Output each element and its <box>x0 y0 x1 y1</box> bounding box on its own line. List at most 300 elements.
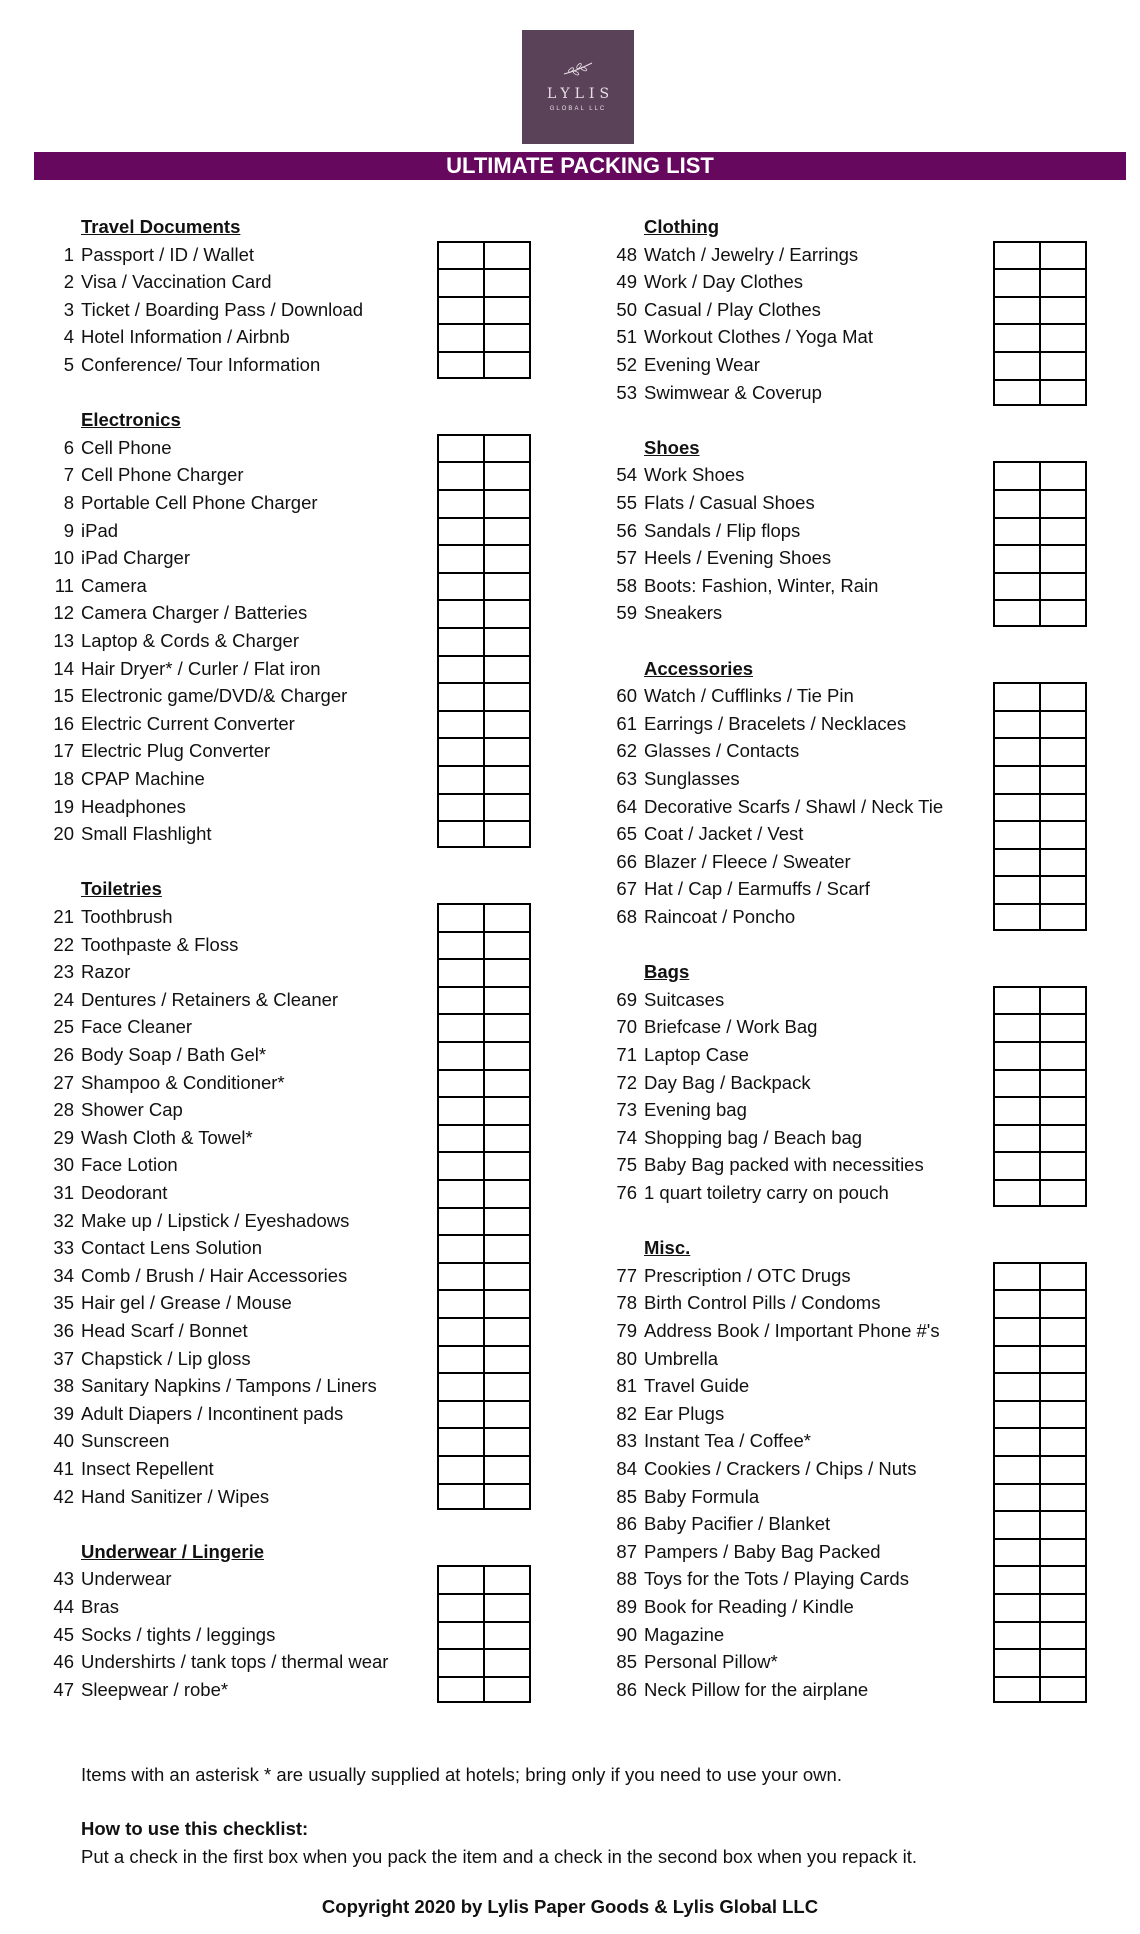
checkbox-pair <box>437 296 531 324</box>
item-number: 45 <box>53 1623 74 1645</box>
checkbox-pair <box>437 1372 531 1400</box>
pack-checkbox[interactable] <box>995 1374 1039 1400</box>
repack-checkbox[interactable] <box>1039 1043 1085 1069</box>
repack-checkbox[interactable] <box>1039 1319 1085 1345</box>
pack-checkbox[interactable] <box>995 1098 1039 1124</box>
repack-checkbox[interactable] <box>1039 1678 1085 1702</box>
repack-checkbox[interactable] <box>483 1043 529 1069</box>
repack-checkbox[interactable] <box>1039 1402 1085 1428</box>
repack-checkbox[interactable] <box>483 684 529 710</box>
checklist-item <box>607 986 724 1014</box>
repack-checkbox[interactable] <box>483 1429 529 1455</box>
pack-checkbox[interactable] <box>439 463 483 489</box>
checklist-item <box>44 1096 183 1124</box>
item-number: 88 <box>616 1568 637 1590</box>
checkbox-pair <box>437 1041 531 1069</box>
checkbox-pair <box>437 323 531 351</box>
pack-checkbox[interactable] <box>439 767 483 793</box>
repack-checkbox[interactable] <box>483 657 529 683</box>
pack-checkbox[interactable] <box>439 1650 483 1676</box>
item-label: Instant Tea / Coffee* <box>644 1430 811 1452</box>
repack-checkbox[interactable] <box>1039 877 1085 903</box>
repack-checkbox[interactable] <box>1039 905 1085 929</box>
pack-checkbox[interactable] <box>439 960 483 986</box>
item-number: 87 <box>616 1540 637 1562</box>
pack-checkbox[interactable] <box>995 298 1039 324</box>
pack-checkbox[interactable] <box>439 1236 483 1262</box>
item-label: Razor <box>81 961 131 983</box>
item-label: Bras <box>81 1596 120 1617</box>
repack-checkbox[interactable] <box>483 243 529 269</box>
pack-checkbox[interactable] <box>995 905 1039 929</box>
checkbox-pair <box>437 1151 531 1179</box>
item-label: Contact Lens Solution <box>81 1237 263 1259</box>
repack-checkbox[interactable] <box>1039 1457 1085 1483</box>
repack-checkbox[interactable] <box>483 1015 529 1041</box>
pack-checkbox[interactable] <box>439 1015 483 1041</box>
pack-checkbox[interactable] <box>995 1650 1039 1676</box>
checklist-item <box>44 296 363 324</box>
repack-checkbox[interactable] <box>1039 1181 1085 1205</box>
repack-checkbox[interactable] <box>1039 822 1085 848</box>
howto-text: Put a check in the first box when you pack the item and a check in the second box when you repack it. <box>81 1846 918 1867</box>
checkbox-pair <box>993 1069 1087 1097</box>
repack-checkbox[interactable] <box>1039 1540 1085 1566</box>
checkbox-pair <box>993 1345 1087 1373</box>
pack-checkbox[interactable] <box>439 1623 483 1649</box>
repack-checkbox[interactable] <box>483 298 529 324</box>
repack-checkbox[interactable] <box>483 1181 529 1207</box>
item-number: 11 <box>54 574 74 596</box>
repack-checkbox[interactable] <box>1039 1291 1085 1317</box>
checkbox-pair <box>437 1593 531 1621</box>
pack-checkbox[interactable] <box>439 1291 483 1317</box>
pack-checkbox[interactable] <box>439 905 483 931</box>
checklist-item <box>44 793 186 821</box>
checklist-item <box>607 793 943 821</box>
checklist-item <box>607 875 870 903</box>
checkbox-pair <box>993 1676 1087 1704</box>
repack-checkbox[interactable] <box>483 795 529 821</box>
item-label: Comb / Brush / Hair Accessories <box>81 1264 348 1286</box>
checklist-item <box>607 296 821 324</box>
repack-checkbox[interactable] <box>483 1347 529 1373</box>
repack-checkbox[interactable] <box>483 1485 529 1509</box>
item-label: Magazine <box>644 1623 725 1645</box>
repack-checkbox[interactable] <box>1039 767 1085 793</box>
checklist-item <box>44 765 205 793</box>
item-number: 50 <box>616 298 637 320</box>
item-number: 52 <box>616 354 637 375</box>
pack-checkbox[interactable] <box>995 1181 1039 1205</box>
pack-checkbox[interactable] <box>439 491 483 517</box>
repack-checkbox[interactable] <box>483 325 529 351</box>
logo-subtitle: GLOBAL LLC <box>549 106 607 112</box>
checklist-item <box>44 1565 172 1593</box>
repack-checkbox[interactable] <box>1039 574 1085 600</box>
repack-checkbox[interactable] <box>483 1319 529 1345</box>
repack-checkbox[interactable] <box>483 1402 529 1428</box>
checkbox-pair <box>993 1317 1087 1345</box>
pack-checkbox[interactable] <box>995 1264 1039 1290</box>
pack-checkbox[interactable] <box>439 1209 483 1235</box>
pack-checkbox[interactable] <box>439 795 483 821</box>
repack-checkbox[interactable] <box>483 1457 529 1483</box>
pack-checkbox[interactable] <box>995 1015 1039 1041</box>
repack-checkbox[interactable] <box>483 767 529 793</box>
item-label: Laptop Case <box>644 1044 749 1065</box>
item-number: 61 <box>616 712 637 734</box>
pack-checkbox[interactable] <box>439 1153 483 1179</box>
pack-checkbox[interactable] <box>439 353 483 377</box>
pack-checkbox[interactable] <box>439 1319 483 1345</box>
repack-checkbox[interactable] <box>483 1209 529 1235</box>
repack-checkbox[interactable] <box>483 463 529 489</box>
checkbox-pair <box>993 848 1087 876</box>
item-number: 49 <box>616 271 637 293</box>
item-number: 40 <box>53 1430 74 1452</box>
checklist-item <box>44 461 243 489</box>
leaf-icon <box>562 60 594 80</box>
pack-checkbox[interactable] <box>995 1678 1039 1702</box>
pack-checkbox[interactable] <box>439 933 483 959</box>
checklist-item <box>44 737 270 765</box>
repack-checkbox[interactable] <box>483 905 529 931</box>
checkbox-pair <box>993 351 1087 379</box>
checklist-item <box>607 1317 940 1345</box>
repack-checkbox[interactable] <box>1039 353 1085 379</box>
checklist-item <box>44 1455 214 1483</box>
repack-checkbox[interactable] <box>483 491 529 517</box>
item-number: 48 <box>616 243 637 265</box>
item-number: 19 <box>53 795 74 817</box>
repack-checkbox[interactable] <box>483 519 529 545</box>
pack-checkbox[interactable] <box>995 1347 1039 1373</box>
pack-checkbox[interactable] <box>995 1429 1039 1455</box>
checklist-item <box>44 1289 292 1317</box>
section-heading: Underwear / Lingerie <box>81 1540 264 1562</box>
checkbox-pair <box>993 710 1087 738</box>
pack-checkbox[interactable] <box>439 629 483 655</box>
repack-checkbox[interactable] <box>1039 1429 1085 1455</box>
pack-checkbox[interactable] <box>439 739 483 765</box>
pack-checkbox[interactable] <box>439 1264 483 1290</box>
item-number: 44 <box>53 1596 74 1617</box>
repack-checkbox[interactable] <box>1039 712 1085 738</box>
repack-checkbox[interactable] <box>1039 1374 1085 1400</box>
repack-checkbox[interactable] <box>483 601 529 627</box>
pack-checkbox[interactable] <box>995 546 1039 572</box>
checkbox-pair <box>437 1207 531 1235</box>
repack-checkbox[interactable] <box>483 1567 529 1593</box>
pack-checkbox[interactable] <box>439 325 483 351</box>
repack-checkbox[interactable] <box>483 1071 529 1097</box>
repack-checkbox[interactable] <box>483 1595 529 1621</box>
pack-checkbox[interactable] <box>995 739 1039 765</box>
pack-checkbox[interactable] <box>995 325 1039 351</box>
item-label: Wash Cloth & Towel* <box>81 1126 253 1148</box>
pack-checkbox[interactable] <box>995 712 1039 738</box>
pack-checkbox[interactable] <box>439 1071 483 1097</box>
item-number: 6 <box>63 436 74 458</box>
checklist-item <box>607 323 873 351</box>
repack-checkbox[interactable] <box>1039 795 1085 821</box>
section-heading: Accessories <box>644 657 754 679</box>
pack-checkbox[interactable] <box>439 519 483 545</box>
pack-checkbox[interactable] <box>439 657 483 683</box>
checkbox-pair <box>993 379 1087 407</box>
pack-checkbox[interactable] <box>995 822 1039 848</box>
repack-checkbox[interactable] <box>483 436 529 462</box>
item-number: 66 <box>616 850 637 872</box>
pack-checkbox[interactable] <box>995 270 1039 296</box>
repack-checkbox[interactable] <box>1039 1264 1085 1290</box>
pack-checkbox[interactable] <box>995 1623 1039 1649</box>
repack-checkbox[interactable] <box>483 960 529 986</box>
pack-checkbox[interactable] <box>439 1181 483 1207</box>
pack-checkbox[interactable] <box>995 574 1039 600</box>
checklist-item <box>607 737 799 765</box>
repack-checkbox[interactable] <box>1039 270 1085 296</box>
item-number: 17 <box>53 740 74 762</box>
item-number: 39 <box>53 1402 74 1424</box>
checklist-item <box>607 1538 881 1566</box>
checklist-item <box>607 765 740 793</box>
item-label: Adult Diapers / Incontinent pads <box>81 1402 344 1424</box>
pack-checkbox[interactable] <box>439 1567 483 1593</box>
pack-checkbox[interactable] <box>995 381 1039 405</box>
pack-checkbox[interactable] <box>439 1347 483 1373</box>
repack-checkbox[interactable] <box>1039 325 1085 351</box>
repack-checkbox[interactable] <box>1039 243 1085 269</box>
pack-checkbox[interactable] <box>995 463 1039 489</box>
repack-checkbox[interactable] <box>483 739 529 765</box>
pack-checkbox[interactable] <box>995 1153 1039 1179</box>
pack-checkbox[interactable] <box>439 601 483 627</box>
pack-checkbox[interactable] <box>995 1402 1039 1428</box>
checklist-item <box>44 1151 178 1179</box>
item-label: Pampers / Baby Bag Packed <box>644 1540 881 1562</box>
checkbox-pair <box>993 1538 1087 1566</box>
checkbox-pair <box>437 599 531 627</box>
item-number: 65 <box>616 823 637 845</box>
pack-checkbox[interactable] <box>995 684 1039 710</box>
checklist-item <box>607 1096 747 1124</box>
pack-checkbox[interactable] <box>995 767 1039 793</box>
checklist-item <box>44 682 347 710</box>
pack-checkbox[interactable] <box>995 1457 1039 1483</box>
repack-checkbox[interactable] <box>1039 298 1085 324</box>
repack-checkbox[interactable] <box>483 712 529 738</box>
repack-checkbox[interactable] <box>1039 1153 1085 1179</box>
repack-checkbox[interactable] <box>483 822 529 846</box>
repack-checkbox[interactable] <box>483 353 529 377</box>
pack-checkbox[interactable] <box>439 1043 483 1069</box>
checklist-item <box>607 1648 778 1676</box>
repack-checkbox[interactable] <box>1039 1623 1085 1649</box>
repack-checkbox[interactable] <box>483 1678 529 1702</box>
repack-checkbox[interactable] <box>483 270 529 296</box>
repack-checkbox[interactable] <box>483 1098 529 1124</box>
item-label: Hat / Cap / Earmuffs / Scarf <box>644 878 870 900</box>
checkbox-pair <box>993 1289 1087 1317</box>
repack-checkbox[interactable] <box>483 1374 529 1400</box>
pack-checkbox[interactable] <box>439 712 483 738</box>
checklist-item <box>607 1041 749 1069</box>
repack-checkbox[interactable] <box>483 1650 529 1676</box>
item-label: Swimwear & Coverup <box>644 381 822 403</box>
repack-checkbox[interactable] <box>483 1153 529 1179</box>
pack-checkbox[interactable] <box>439 1098 483 1124</box>
item-number: 13 <box>53 630 74 651</box>
checklist-item <box>607 1345 718 1373</box>
checklist-item <box>607 1510 830 1538</box>
repack-checkbox[interactable] <box>1039 546 1085 572</box>
repack-checkbox[interactable] <box>1039 1347 1085 1373</box>
pack-checkbox[interactable] <box>995 353 1039 379</box>
item-label: Cell Phone Charger <box>81 464 244 486</box>
repack-checkbox[interactable] <box>1039 1485 1085 1511</box>
repack-checkbox[interactable] <box>1039 1567 1085 1593</box>
repack-checkbox[interactable] <box>483 1264 529 1290</box>
repack-checkbox[interactable] <box>483 546 529 572</box>
pack-checkbox[interactable] <box>439 988 483 1014</box>
checklist-item <box>44 1124 253 1152</box>
repack-checkbox[interactable] <box>483 1236 529 1262</box>
pack-checkbox[interactable] <box>995 877 1039 903</box>
checklist-item <box>44 1013 192 1041</box>
pack-checkbox[interactable] <box>995 1291 1039 1317</box>
repack-checkbox[interactable] <box>483 988 529 1014</box>
pack-checkbox[interactable] <box>439 684 483 710</box>
repack-checkbox[interactable] <box>1039 381 1085 405</box>
repack-checkbox[interactable] <box>1039 1595 1085 1621</box>
repack-checkbox[interactable] <box>483 629 529 655</box>
pack-checkbox[interactable] <box>995 601 1039 625</box>
checkbox-pair <box>437 1400 531 1428</box>
checkbox-pair <box>437 1427 531 1455</box>
pack-checkbox[interactable] <box>439 1678 483 1702</box>
item-number: 60 <box>616 685 637 707</box>
repack-checkbox[interactable] <box>1039 1098 1085 1124</box>
checkbox-pair <box>993 1124 1087 1152</box>
repack-checkbox[interactable] <box>1039 1126 1085 1152</box>
pack-checkbox[interactable] <box>439 1429 483 1455</box>
item-label: Face Cleaner <box>81 1016 193 1038</box>
repack-checkbox[interactable] <box>1039 519 1085 545</box>
checkbox-pair <box>993 1621 1087 1649</box>
repack-checkbox[interactable] <box>1039 463 1085 489</box>
checkbox-pair <box>437 931 531 959</box>
pack-checkbox[interactable] <box>995 1512 1039 1538</box>
item-label: Cookies / Crackers / Chips / Nuts <box>644 1458 917 1479</box>
pack-checkbox[interactable] <box>995 1567 1039 1593</box>
pack-checkbox[interactable] <box>995 491 1039 517</box>
pack-checkbox[interactable] <box>439 1595 483 1621</box>
pack-checkbox[interactable] <box>995 988 1039 1014</box>
repack-checkbox[interactable] <box>1039 988 1085 1014</box>
checklist-item <box>607 1151 924 1179</box>
item-number: 53 <box>616 381 637 403</box>
checkbox-pair <box>993 765 1087 793</box>
checklist-item <box>44 1345 251 1373</box>
pack-checkbox[interactable] <box>995 1595 1039 1621</box>
item-number: 12 <box>53 602 74 624</box>
repack-checkbox[interactable] <box>483 1291 529 1317</box>
repack-checkbox[interactable] <box>483 1126 529 1152</box>
repack-checkbox[interactable] <box>1039 1650 1085 1676</box>
checklist-item <box>44 544 190 572</box>
pack-checkbox[interactable] <box>439 1374 483 1400</box>
item-label: Portable Cell Phone Charger <box>81 492 318 513</box>
copyright: Copyright 2020 by Lylis Paper Goods & Lylis Global LLC <box>321 1896 819 1917</box>
checkbox-pair <box>437 517 531 545</box>
repack-checkbox[interactable] <box>483 574 529 600</box>
pack-checkbox[interactable] <box>439 298 483 324</box>
pack-checkbox[interactable] <box>439 574 483 600</box>
pack-checkbox[interactable] <box>439 1457 483 1483</box>
repack-checkbox[interactable] <box>1039 1071 1085 1097</box>
item-number: 31 <box>53 1182 74 1203</box>
pack-checkbox[interactable] <box>995 519 1039 545</box>
checkbox-pair <box>993 1372 1087 1400</box>
pack-checkbox[interactable] <box>995 1071 1039 1097</box>
pack-checkbox[interactable] <box>439 243 483 269</box>
checkbox-pair <box>993 599 1087 627</box>
pack-checkbox[interactable] <box>439 1126 483 1152</box>
pack-checkbox[interactable] <box>995 1485 1039 1511</box>
repack-checkbox[interactable] <box>1039 684 1085 710</box>
checklist-item <box>607 544 831 572</box>
repack-checkbox[interactable] <box>1039 1015 1085 1041</box>
repack-checkbox[interactable] <box>1039 491 1085 517</box>
checklist-item <box>44 627 299 655</box>
pack-checkbox[interactable] <box>439 270 483 296</box>
repack-checkbox[interactable] <box>483 933 529 959</box>
checkbox-pair <box>993 544 1087 572</box>
pack-checkbox[interactable] <box>995 1126 1039 1152</box>
checkbox-pair <box>437 1289 531 1317</box>
checklist-item <box>44 1069 285 1097</box>
pack-checkbox[interactable] <box>439 1485 483 1509</box>
repack-checkbox[interactable] <box>1039 739 1085 765</box>
pack-checkbox[interactable] <box>439 822 483 846</box>
repack-checkbox[interactable] <box>1039 850 1085 876</box>
checkbox-pair <box>437 1179 531 1207</box>
pack-checkbox[interactable] <box>995 1319 1039 1345</box>
repack-checkbox[interactable] <box>483 1623 529 1649</box>
pack-checkbox[interactable] <box>995 850 1039 876</box>
checkbox-pair <box>993 682 1087 710</box>
item-label: Evening bag <box>644 1099 747 1121</box>
pack-checkbox[interactable] <box>439 546 483 572</box>
item-number: 89 <box>616 1596 637 1617</box>
item-label: Boots: Fashion, Winter, Rain <box>644 574 879 596</box>
checkbox-pair <box>993 1151 1087 1179</box>
pack-checkbox[interactable] <box>439 1402 483 1428</box>
pack-checkbox[interactable] <box>995 1043 1039 1069</box>
item-number: 73 <box>616 1099 637 1121</box>
item-number: 76 <box>616 1182 637 1203</box>
item-label: iPad <box>81 519 119 541</box>
pack-checkbox[interactable] <box>439 436 483 462</box>
repack-checkbox[interactable] <box>1039 601 1085 625</box>
repack-checkbox[interactable] <box>1039 1512 1085 1538</box>
pack-checkbox[interactable] <box>995 795 1039 821</box>
pack-checkbox[interactable] <box>995 1540 1039 1566</box>
checklist-item <box>607 379 822 407</box>
pack-checkbox[interactable] <box>995 243 1039 269</box>
